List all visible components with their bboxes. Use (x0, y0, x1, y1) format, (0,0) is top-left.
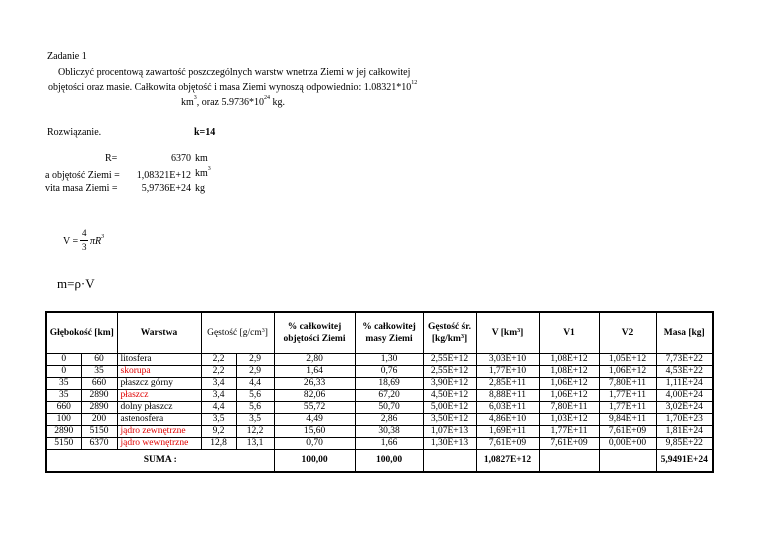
cell-d2: 2890 (81, 390, 117, 402)
header-mass: Masa [kg] (656, 312, 713, 354)
cell-layer: skorupa (117, 366, 201, 378)
cell-g1: 2,2 (201, 354, 236, 366)
cell-gs: 1,07E+13 (423, 426, 476, 438)
header-pct-volume: % całkowitej objętości Ziemi (274, 312, 355, 354)
cell-d1: 100 (46, 414, 81, 426)
cell-v: 6,03E+11 (476, 402, 539, 414)
cell-v1: 7,61E+09 (539, 438, 599, 450)
mass-value: 5,9736E+24 (141, 183, 191, 194)
sum-pct-volume: 100,00 (274, 450, 355, 473)
cell-v: 1,69E+11 (476, 426, 539, 438)
cell-g2: 2,9 (236, 366, 274, 378)
header-v1: V1 (539, 312, 599, 354)
table-row (46, 414, 713, 426)
cell-m: 9,85E+22 (656, 438, 713, 450)
cell-g1: 12,8 (201, 438, 236, 450)
cell-v: 1,77E+10 (476, 366, 539, 378)
radius-value: 6370 (171, 153, 191, 164)
sum-pct-mass: 100,00 (355, 450, 423, 473)
cell-v2: 7,80E+11 (599, 378, 656, 390)
cell-pv: 15,60 (274, 426, 355, 438)
sum-label: SUMA : (46, 450, 274, 473)
cell-g2: 13,1 (236, 438, 274, 450)
cell-m: 7,73E+22 (656, 354, 713, 366)
cell-v: 8,88E+11 (476, 390, 539, 402)
cell-gs: 2,55E+12 (423, 366, 476, 378)
cell-layer: dolny płaszcz (117, 402, 201, 414)
cell-v: 2,85E+11 (476, 378, 539, 390)
cell-v1: 1,06E+12 (539, 390, 599, 402)
cell-g1: 3,4 (201, 378, 236, 390)
cell-v2: 9,84E+11 (599, 414, 656, 426)
cell-pv: 55,72 (274, 402, 355, 414)
cell-gs: 2,55E+12 (423, 354, 476, 366)
cell-m: 1,70E+23 (656, 414, 713, 426)
header-volume: V $[km^3]$ (476, 312, 539, 354)
cell-d2: 6370 (81, 438, 117, 450)
cell-d2: 35 (81, 366, 117, 378)
header-avg-density: Gęstość śr. $[kg/km^3]$ (423, 312, 476, 354)
cell-g2: 2,9 (236, 354, 274, 366)
cell-gs: 1,30E+13 (423, 438, 476, 450)
volume-unit: $km^3$ (195, 166, 211, 179)
cell-d1: 660 (46, 402, 81, 414)
cell-v2: 7,61E+09 (599, 426, 656, 438)
cell-pv: 2,80 (274, 354, 355, 366)
cell-d2: 60 (81, 354, 117, 366)
cell-v: 3,03E+10 (476, 354, 539, 366)
cell-v: 4,86E+10 (476, 414, 539, 426)
cell-m: 1,81E+24 (656, 426, 713, 438)
cell-gs: 5,00E+12 (423, 402, 476, 414)
cell-g2: 5,6 (236, 402, 274, 414)
cell-g1: 2,2 (201, 366, 236, 378)
solution-label: Rozwiązanie. (47, 127, 102, 138)
cell-layer: płaszcz (117, 390, 201, 402)
radius-label: R= (105, 153, 118, 164)
cell-pm: 1,66 (355, 438, 423, 450)
cell-pm: 18,69 (355, 378, 423, 390)
table-row (46, 378, 713, 390)
cell-g1: 4,4 (201, 402, 236, 414)
cell-g1: 9,2 (201, 426, 236, 438)
cell-pv: 0,70 (274, 438, 355, 450)
table-row (46, 426, 713, 438)
volume-value: 1,08321E+12 (136, 170, 191, 181)
sum-empty-v2 (599, 450, 656, 473)
cell-g2: 3,5 (236, 414, 274, 426)
mass-label: vita masa Ziemi = (45, 183, 118, 194)
cell-v1: 7,80E+11 (539, 402, 599, 414)
volume-label: a objętość Ziemi = (45, 170, 120, 181)
cell-pm: 30,38 (355, 426, 423, 438)
cell-v1: 1,08E+12 (539, 366, 599, 378)
cell-v2: 1,77E+11 (599, 402, 656, 414)
cell-m: 4,00E+24 (656, 390, 713, 402)
cell-m: 1,11E+24 (656, 378, 713, 390)
cell-layer: litosfera (117, 354, 201, 366)
table-body (46, 354, 713, 450)
cell-g2: 4,4 (236, 378, 274, 390)
cell-v1: 1,08E+12 (539, 354, 599, 366)
sum-empty-v1 (539, 450, 599, 473)
header-density: Gęstość $[g/cm^3]$ (201, 312, 274, 354)
cell-v2: 1,05E+12 (599, 354, 656, 366)
cell-v2: 0,00E+00 (599, 438, 656, 450)
cell-gs: 3,90E+12 (423, 378, 476, 390)
cell-pv: 1,64 (274, 366, 355, 378)
cell-gs: 3,50E+12 (423, 414, 476, 426)
table-row (46, 438, 713, 450)
cell-v1: 1,77E+11 (539, 426, 599, 438)
cell-layer: jądro wewnętrzne (117, 438, 201, 450)
cell-g1: 3,5 (201, 414, 236, 426)
cell-pv: 4,49 (274, 414, 355, 426)
cell-d1: 0 (46, 354, 81, 366)
cell-m: 3,02E+24 (656, 402, 713, 414)
radius-unit: km (195, 153, 208, 164)
task-line-1: Obliczyć procentową zawartość poszczególnych warstw wnetrza Ziemi w jej całkowitej (58, 67, 411, 78)
cell-d1: 0 (46, 366, 81, 378)
cell-d2: 5150 (81, 426, 117, 438)
cell-v2: 1,06E+12 (599, 366, 656, 378)
cell-d1: 35 (46, 378, 81, 390)
sum-row (46, 450, 713, 473)
cell-v2: 1,77E+11 (599, 390, 656, 402)
cell-pm: 2,86 (355, 414, 423, 426)
mass-formula: m=ρ·V (57, 276, 95, 291)
sum-volume: 1,0827E+12 (476, 450, 539, 473)
cell-g1: 3,4 (201, 390, 236, 402)
cell-g2: 12,2 (236, 426, 274, 438)
cell-g2: 5,6 (236, 390, 274, 402)
task-title: Zadanie 1 (47, 51, 87, 62)
cell-pm: 67,20 (355, 390, 423, 402)
cell-layer: płaszcz górny (117, 378, 201, 390)
table-row (46, 354, 713, 366)
table-row (46, 390, 713, 402)
cell-gs: 4,50E+12 (423, 390, 476, 402)
cell-d2: 200 (81, 414, 117, 426)
results-table (45, 311, 714, 473)
cell-layer: astenosfera (117, 414, 201, 426)
mass-unit: kg (195, 183, 205, 194)
task-line-3: $km^3$, oraz $5.9736*10^{24}$ kg. (181, 95, 285, 108)
cell-layer: jądro zewnętrzne (117, 426, 201, 438)
cell-pv: 82,06 (274, 390, 355, 402)
cell-v: 7,61E+09 (476, 438, 539, 450)
k-label: k=14 (194, 127, 216, 138)
table-row (46, 402, 713, 414)
header-layer: Warstwa (117, 312, 201, 354)
sum-mass: 5,9491E+24 (656, 450, 713, 473)
sum-empty (423, 450, 476, 473)
cell-pm: 50,70 (355, 402, 423, 414)
task-line-2: objętości oraz masie. Całkowita objętość i masa Ziemi wynoszą odpowiednio: $1.08321*10^{12}$ (48, 80, 418, 93)
cell-d2: 660 (81, 378, 117, 390)
header-v2: V2 (599, 312, 656, 354)
header-pct-mass: % całkowitej masy Ziemi (355, 312, 423, 354)
table-row (46, 366, 713, 378)
cell-v1: 1,03E+12 (539, 414, 599, 426)
cell-d1: 35 (46, 390, 81, 402)
cell-pv: 26,33 (274, 378, 355, 390)
cell-d2: 2890 (81, 402, 117, 414)
cell-pm: 1,30 (355, 354, 423, 366)
table-header-row (46, 312, 713, 354)
cell-d1: 5150 (46, 438, 81, 450)
cell-pm: 0,76 (355, 366, 423, 378)
header-depth: Głębokość [km] (46, 312, 117, 354)
cell-d1: 2890 (46, 426, 81, 438)
cell-v1: 1,06E+12 (539, 378, 599, 390)
cell-m: 4,53E+22 (656, 366, 713, 378)
